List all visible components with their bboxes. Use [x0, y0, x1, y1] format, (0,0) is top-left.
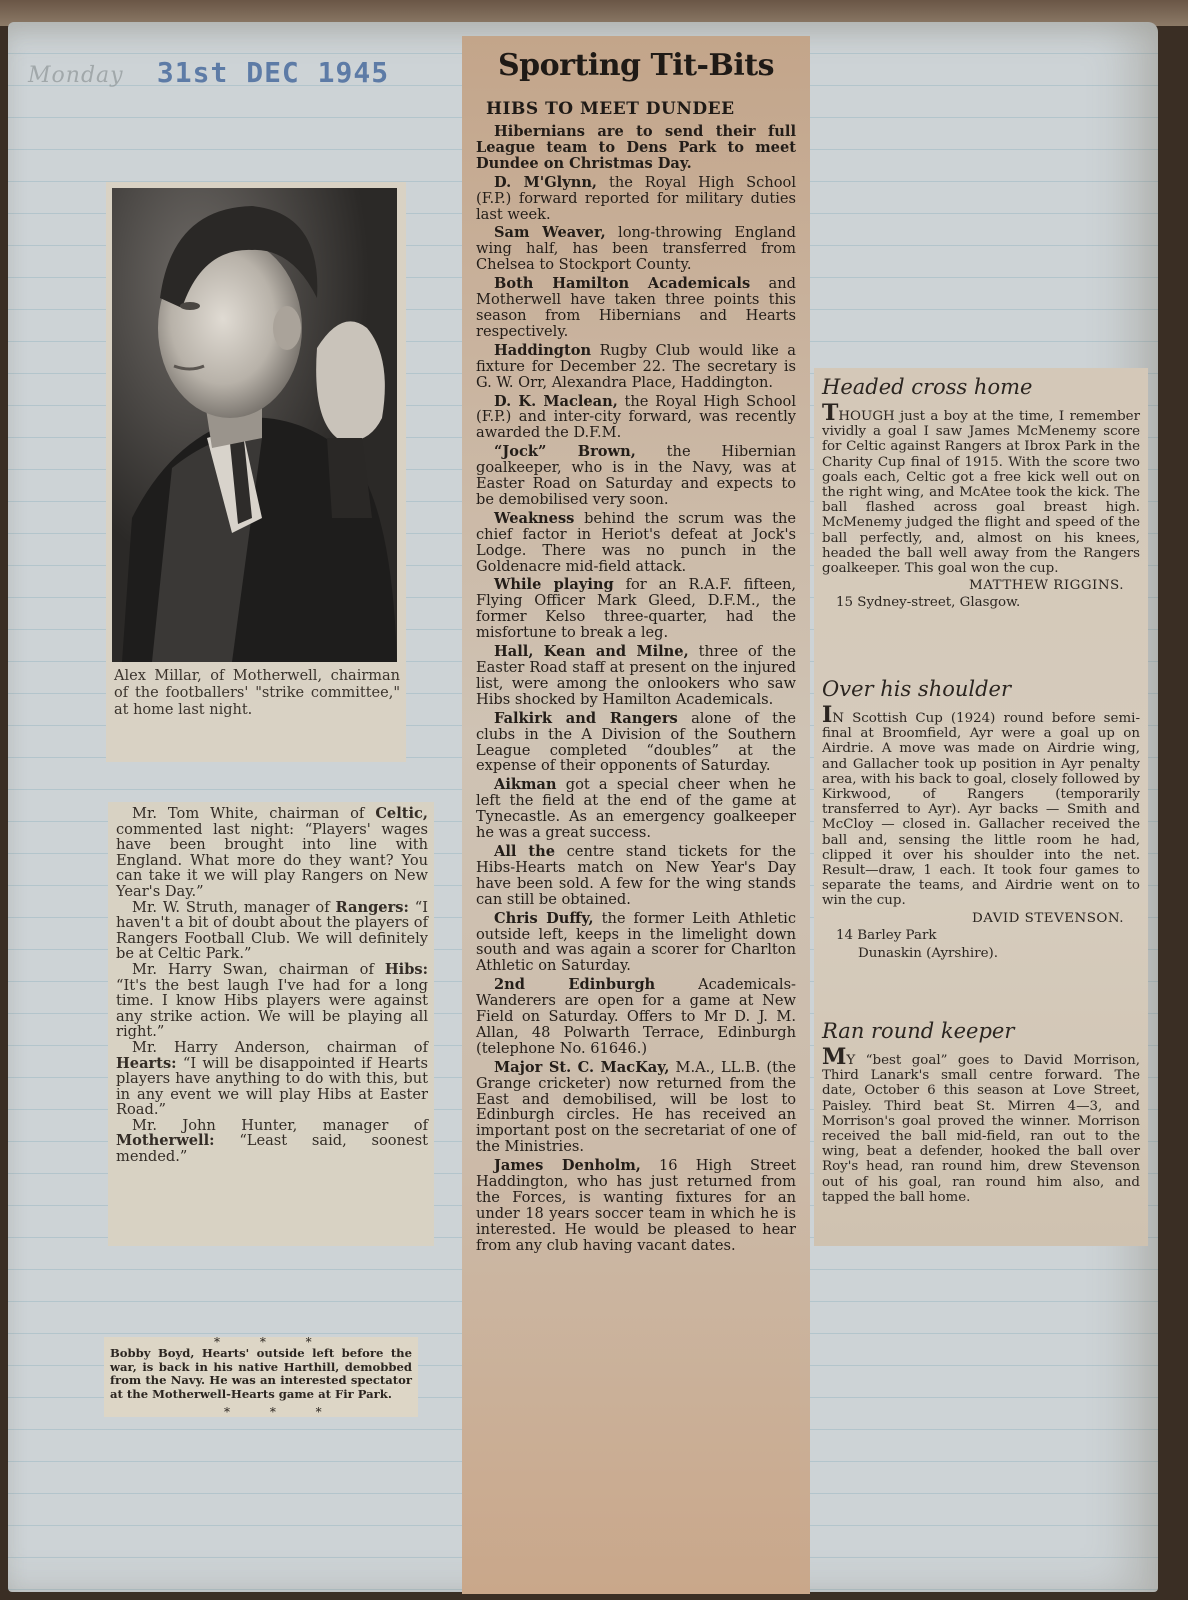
titbit-item: While playing for an R.A.F. fifteen, Flying Officer Mark Gleed, D.F.M., the former Kelso three-quarter, had the misfortune to break a leg.: [476, 576, 796, 642]
letter-signature: MATTHEW RIGGINS.: [969, 578, 1124, 594]
titbit-item: 2nd Edinburgh Academicals-Wanderers are open for a game at New Field on Saturday. Offers to Mr D. J. M. Allan, 48 Polwarth Terrace, Edinburgh (telephone No. 61646.): [476, 976, 796, 1057]
star-divider-bottom: * * *: [224, 1405, 340, 1419]
letter-heading: Over his shoulder: [822, 677, 1012, 701]
letter-ran-round-keeper: [822, 1018, 1140, 1205]
letter-address-line2: Dunaskin (Ayrshire).: [858, 945, 999, 961]
titbit-item: Major St. C. MacKay, M.A., LL.B. (the Grange cricketer) now returned from the East and demobilised, will be lost to Edinburgh circles. He has received an important post on the secretariat of one of the Ministries.: [476, 1058, 797, 1156]
alex-millar-photo: [112, 188, 397, 662]
best-goal-letters-clipping: [814, 368, 1148, 1246]
bobby-boyd-clipping: [104, 1337, 418, 1417]
quotes-text: [116, 806, 428, 1165]
titbit-item: James Denholm, 16 High Street Haddington, who has just returned from the Forces, is wanting fixtures for an under 18 years soccer team in which he is interested. He would be pleased to hear from any club having vacant dates.: [476, 1157, 796, 1254]
titbit-item: D. M'Glynn, the Royal High School (F.P.) forward reported for military duties last week.: [476, 173, 796, 223]
letter-address: 14 Barley Park: [836, 927, 937, 943]
letter-address: 15 Sydney-street, Glasgow.: [836, 595, 1021, 611]
titbit-item: D. K. Maclean, the Royal High School (F.P.) and inter-city forward, was recently awarded the D.F.M.: [476, 392, 796, 442]
date-stamp: [28, 56, 389, 90]
titbits-body: [476, 124, 796, 1257]
letter-signature: DAVID STEVENSON.: [971, 910, 1124, 926]
quote-paragraph: Mr. Harry Anderson, chairman of Hearts: “I will be disappointed if Hearts players have anything to do with this, but in any event we will play Hibs at Easter Road.”: [116, 1038, 428, 1119]
titbit-item: Falkirk and Rangers alone of the clubs in the A Division of the Southern League completed “doubles” at the expense of their opponents of Saturday.: [476, 709, 796, 775]
titbit-item: Sam Weaver, long-throwing England wing half, has been transferred from Chelsea to Stockport County.: [476, 224, 796, 274]
photo-caption: Alex Millar, of Motherwell, chairman of the footballers' "strike committee," at home last night.: [114, 668, 400, 718]
titbit-item: Aikman got a special cheer when he left the field at the end of the game at Tynecastle. As an emergency goalkeeper he was a great success.: [476, 776, 796, 842]
titbit-item: Haddington Rugby Club would like a fixture for December 22. The secretary is G. W. Orr, Alexandra Place, Haddington.: [476, 341, 796, 391]
letter-heading: Headed cross home: [822, 375, 1033, 399]
titbits-subtitle: HIBS TO MEET DUNDEE: [486, 99, 735, 119]
titbit-item: Hall, Kean and Milne, three of the Easter Road staff at present on the injured list, were among the onlookers who saw Hibs shocked by Hamilton Academicals.: [476, 643, 796, 708]
letter-heading: Ran round keeper: [822, 1019, 1015, 1043]
titbit-item: “Jock” Brown, the Hibernian goalkeeper, who is in the Navy, was at Easter Road on Saturday and expects to be demobilised very soon.: [476, 443, 796, 508]
letter-body: MY “best goal” goes to David Morrison, Third Lanark's small centre forward. The date, October 6 this season at Love Street, Paisley. Third beat St. Mirren 4—3, and Morrison's goal proved the winner. Morrison received the ball mid-field, ran out to the wing, beat a defender, hooked the ball over Roy's head, ran round him, drew Stevenson out of his goal, ran round him also, and tapped the ball home.: [822, 1044, 1140, 1205]
quote-paragraph: Mr. Harry Swan, chairman of Hibs: “It's the best laugh I've had for a long time. I know Hibs players were against any strike action. We will be playing all right.”: [116, 960, 429, 1041]
chairmen-quotes-clipping: [108, 802, 434, 1246]
boyd-text: Bobby Boyd, Hearts' outside left before the war, is back in his native Harthill, demobbed from the Navy. He was an interested spectator at the Motherwell-Hearts game at Fir Park.: [110, 1346, 412, 1401]
letter-body: THOUGH just a boy at the time, I remember vividly a goal I saw James McMenemy score for Celtic against Rangers at Ibrox Park in the Charity Cup final of 1915. With the score two goals each, Celtic got a free kick well out on the right wing, and McAtee took the kick. The ball flashed across goal breast high. McMenemy judged the flight and speed of the ball perfectly, and, almost on his knees, headed the ball well away from the Rangers goalkeeper. This goal won the cup.: [822, 400, 1140, 577]
letter-over-his-shoulder: [822, 676, 1140, 963]
quote-paragraph: Mr. Tom White, chairman of Celtic, commented last night: “Players' wages have been brought into line with England. What more do they want? You can take it we will play Rangers on New Year's Day.”: [116, 805, 429, 900]
letter-headed-cross-home: [822, 374, 1140, 612]
quote-paragraph: Mr. John Hunter, manager of Motherwell: “Least said, soonest mended.”: [116, 1116, 428, 1166]
quote-paragraph: Mr. W. Struth, manager of Rangers: “I haven't a bit of doubt about the players of Rangers Football Club. We will definitely be at Celtic Park.”: [116, 898, 428, 963]
star-divider-top: * * *: [214, 1335, 330, 1349]
titbit-item: Chris Duffy, the former Leith Athletic outside left, keeps in the limelight down south and was again a scorer for Charlton Athletic on Saturday.: [476, 909, 796, 975]
letter-body: IN Scottish Cup (1924) round before semi-final at Broomfield, Ayr were a goal up on Airdrie. A move was made on Airdrie wing, and Gallacher took up position in Ayr penalty area, with his back to goal, closely followed by Kirkwood, of Rangers (temporarily transferred to Ayr). Ayr backs — Smith and McCloy — closed in. Gallacher received the ball and, sensing the little room he had, clipped it over his shoulder into the net. Result—draw, 1 each. It took four games to separate the teams, and Airdrie went on to win the cup.: [822, 702, 1140, 909]
photo-clipping: [106, 182, 406, 762]
titbit-item: Both Hamilton Academicals and Motherwell have taken three points this season from Hibernians and Hearts respectively.: [476, 275, 796, 340]
pencil-note: Monday: [28, 63, 124, 88]
titbits-lead: Hibernians are to send their full League team to Dens Park to meet Dundee on Christmas Day.: [476, 123, 796, 172]
titbit-item: Weakness behind the scrum was the chief factor in Heriot's defeat at Jock's Lodge. There was no punch in the Goldenacre mid-field attack.: [476, 509, 796, 575]
titbit-item: All the centre stand tickets for the Hibs-Hearts match on New Year's Day have been sold. A few for the wing stands can still be obtained.: [476, 842, 796, 908]
titbits-title: Sporting Tit-Bits: [498, 48, 774, 83]
stamp-date: 31st DEC 1945: [156, 56, 390, 89]
sporting-titbits-clipping: [462, 36, 810, 1594]
